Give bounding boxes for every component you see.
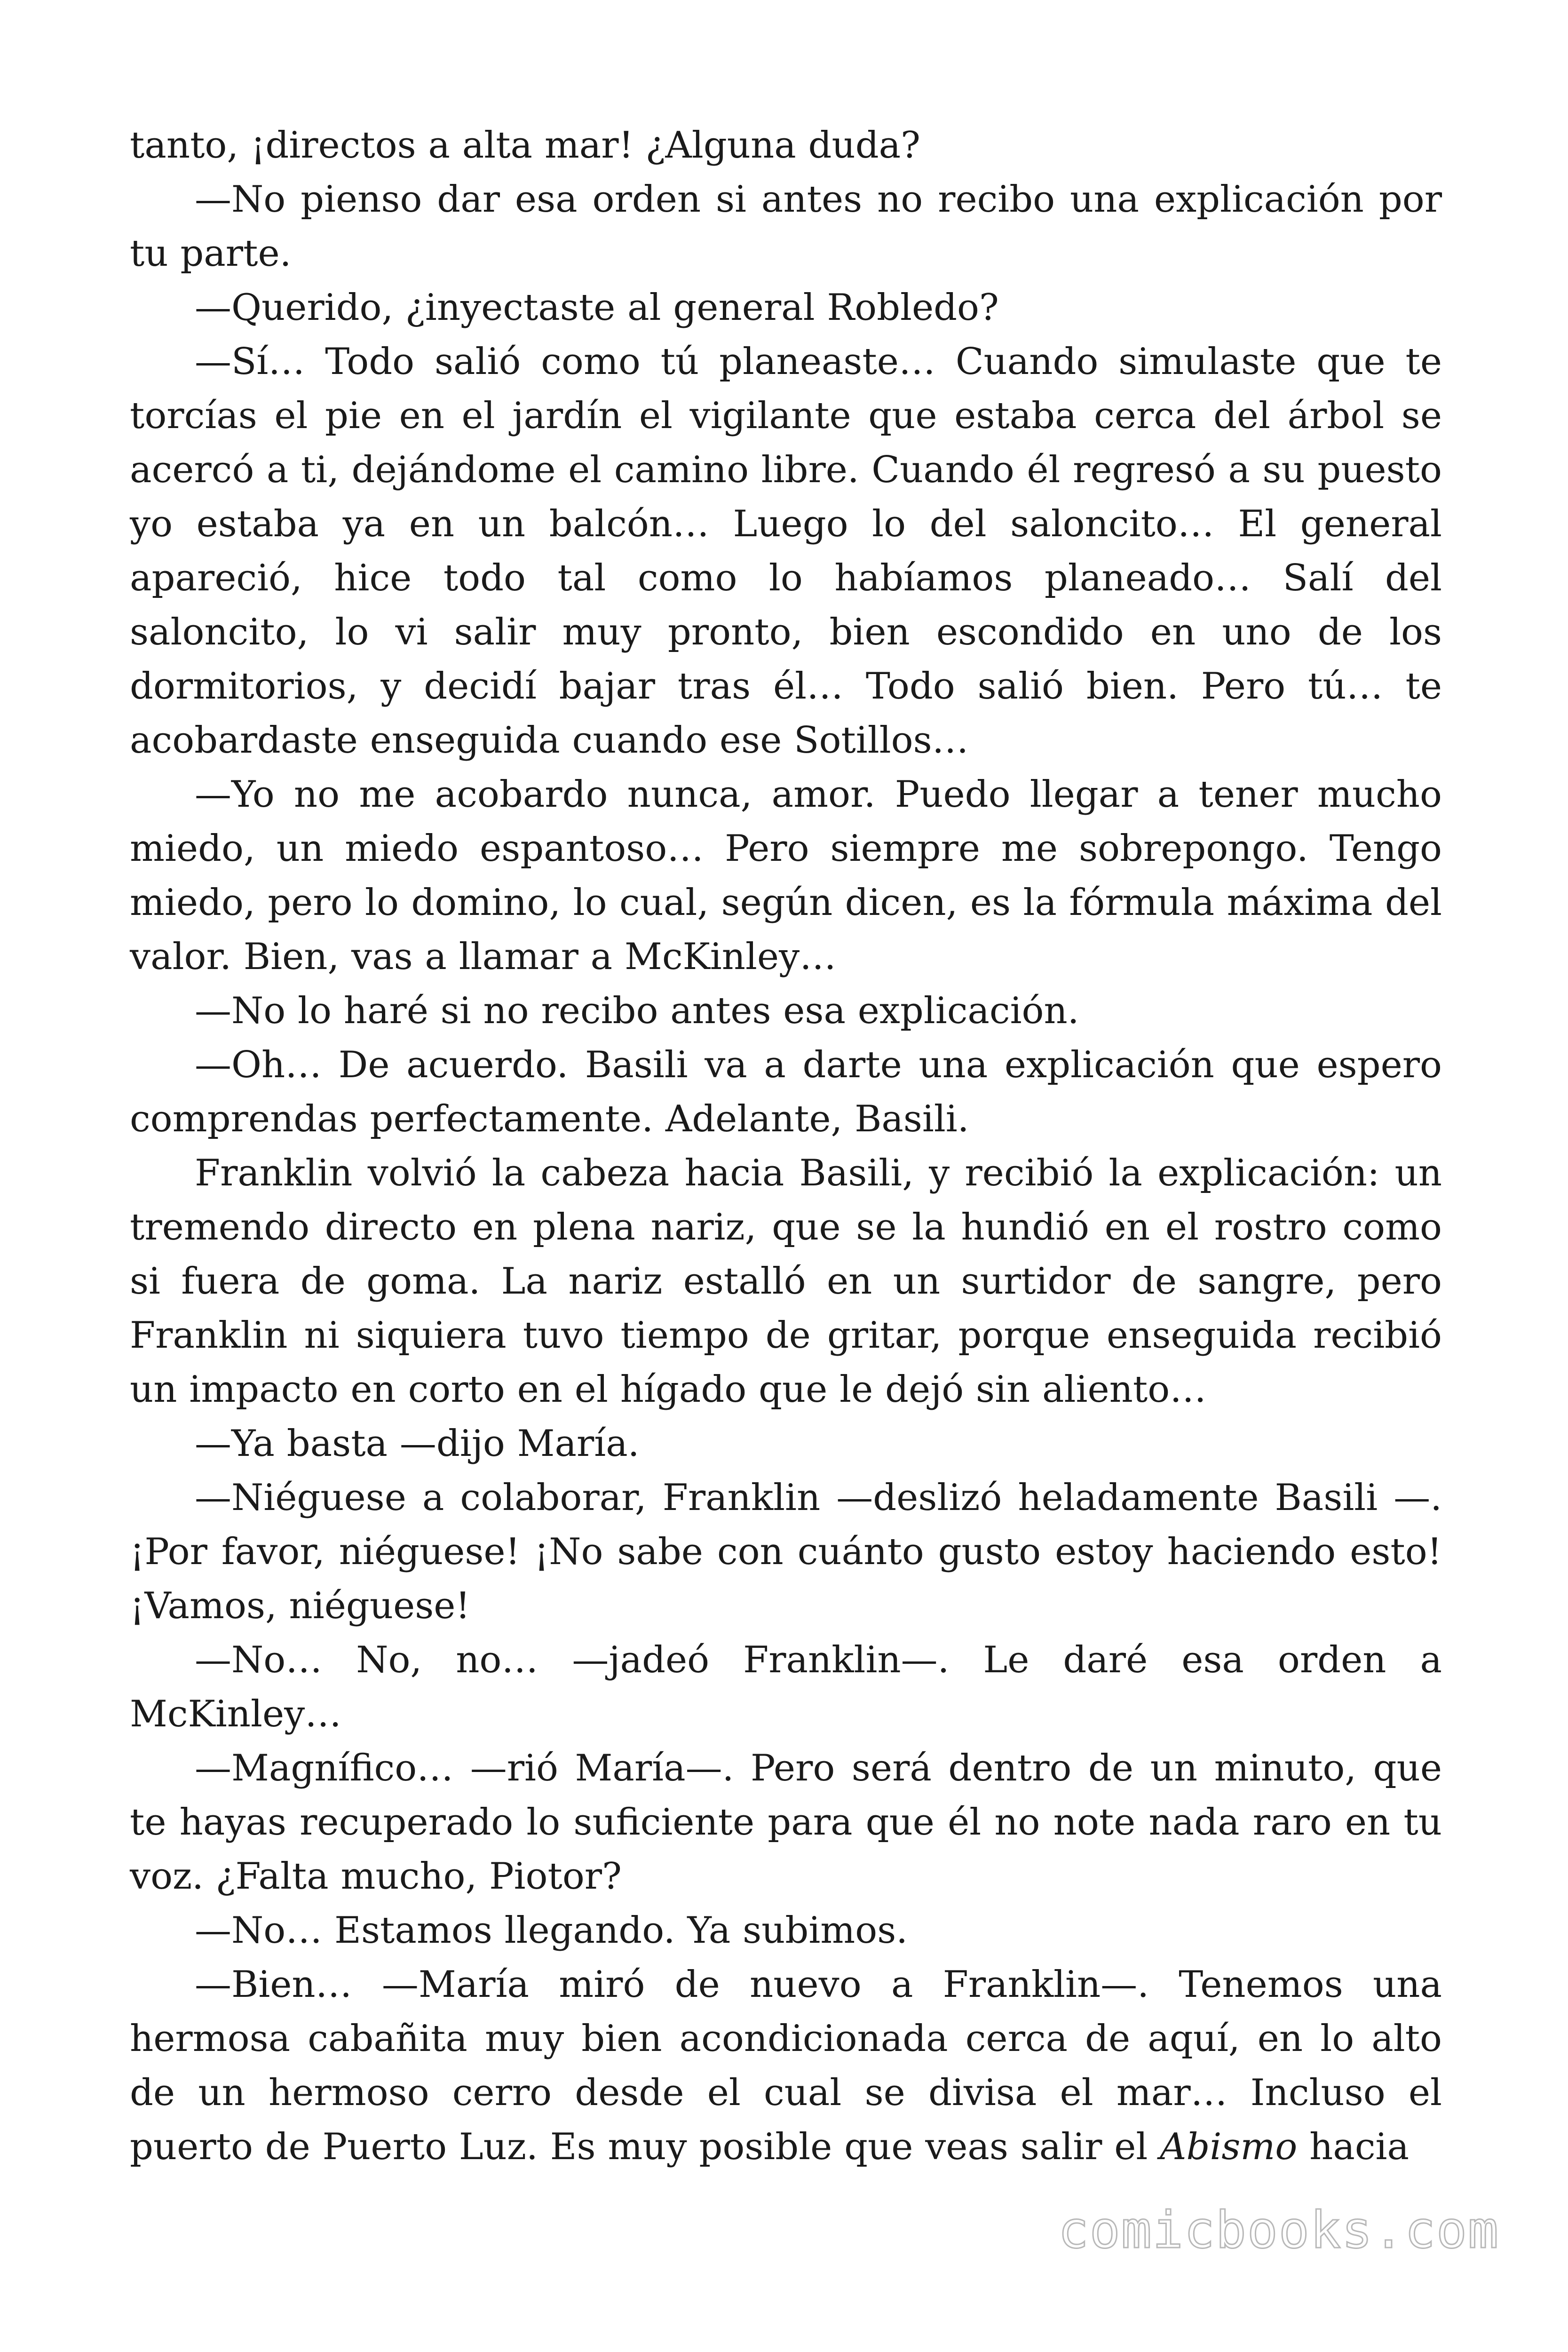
paragraph: —No pienso dar esa orden si antes no recibo una explicación por tu parte. [130,178,1442,275]
paragraph: —No… Estamos llegando. Ya subimos. [195,1909,908,1952]
paragraph: —Oh… De acuerdo. Basili va a darte una explicación que espero comprendas perfectamente. Adelante, Basili. [130,1044,1442,1140]
paragraph: —No… No, no… —jadeó Franklin—. Le daré esa orden a McKinley… [130,1639,1442,1735]
paragraph: —Magnífico… —rió María—. Pero será dentro de un minuto, que te hayas recuperado lo suficiente para que él no note nada raro en tu voz. ¿Falta mucho, Piotor? [130,1747,1442,1898]
ship-name-italic: Abismo [1160,2126,1298,2168]
paragraph: tanto, ¡directos a alta mar! ¿Alguna duda? [130,124,920,167]
last-paragraph-start: —Bien… —María miró de nuevo a Franklin—. Tenemos una hermosa cabañita muy bien acondicionada cerca de aquí, en lo alto de un hermoso cerro desde el cual se divisa el mar… Incluso el puerto de Puerto Luz. Es muy posible que veas salir el [130,1963,1442,2168]
paragraph: —Sí… Todo salió como tú planeaste… Cuando simulaste que te torcías el pie en el jardín el vigilante que estaba cerca del árbol se acercó a ti, dejándome el camino libre. Cuando él regresó a su puesto yo estaba ya en un balcón… Luego lo del saloncito… El general apareció, hice todo tal como lo habíamos planeado… Salí del saloncito, lo vi salir muy pronto, bien escondido en uno de los dormitorios, y decidí bajar tras él… Todo salió bien. Pero tú… te acobardaste enseguida cuando ese Sotillos… [130,341,1442,762]
paragraph: —Niéguese a colaborar, Franklin —deslizó heladamente Basili —. ¡Por favor, niéguese! ¡No sabe con cuánto gusto estoy haciendo esto! ¡Vamos, niéguese! [130,1477,1442,1627]
paragraph: —Querido, ¿inyectaste al general Robledo? [195,286,999,329]
page-text [130,119,1442,2174]
paragraph: —No lo haré si no recibo antes esa explicación. [195,990,1079,1032]
paragraph: —Ya basta —dijo María. [195,1422,640,1465]
paragraph: Franklin volvió la cabeza hacia Basili, y recibió la explicación: un tremendo directo en plena nariz, que se la hundió en el rostro como si fuera de goma. La nariz estalló en un surtidor de sangre, pero Franklin ni siquiera tuvo tiempo de gritar, porque enseguida recibió un impacto en corto en el hígado que le dejó sin aliento… [130,1152,1442,1411]
last-paragraph [130,1958,1442,2174]
last-paragraph-end: hacia [1297,2126,1410,2168]
watermark: comicbooks.com [1058,2201,1499,2260]
paragraph: —Yo no me acobardo nunca, amor. Puedo llegar a tener mucho miedo, un miedo espantoso… Pero siempre me sobrepongo. Tengo miedo, pero lo domino, lo cual, según dicen, es la fórmula máxima del valor. Bien, vas a llamar a McKinley… [130,773,1442,978]
